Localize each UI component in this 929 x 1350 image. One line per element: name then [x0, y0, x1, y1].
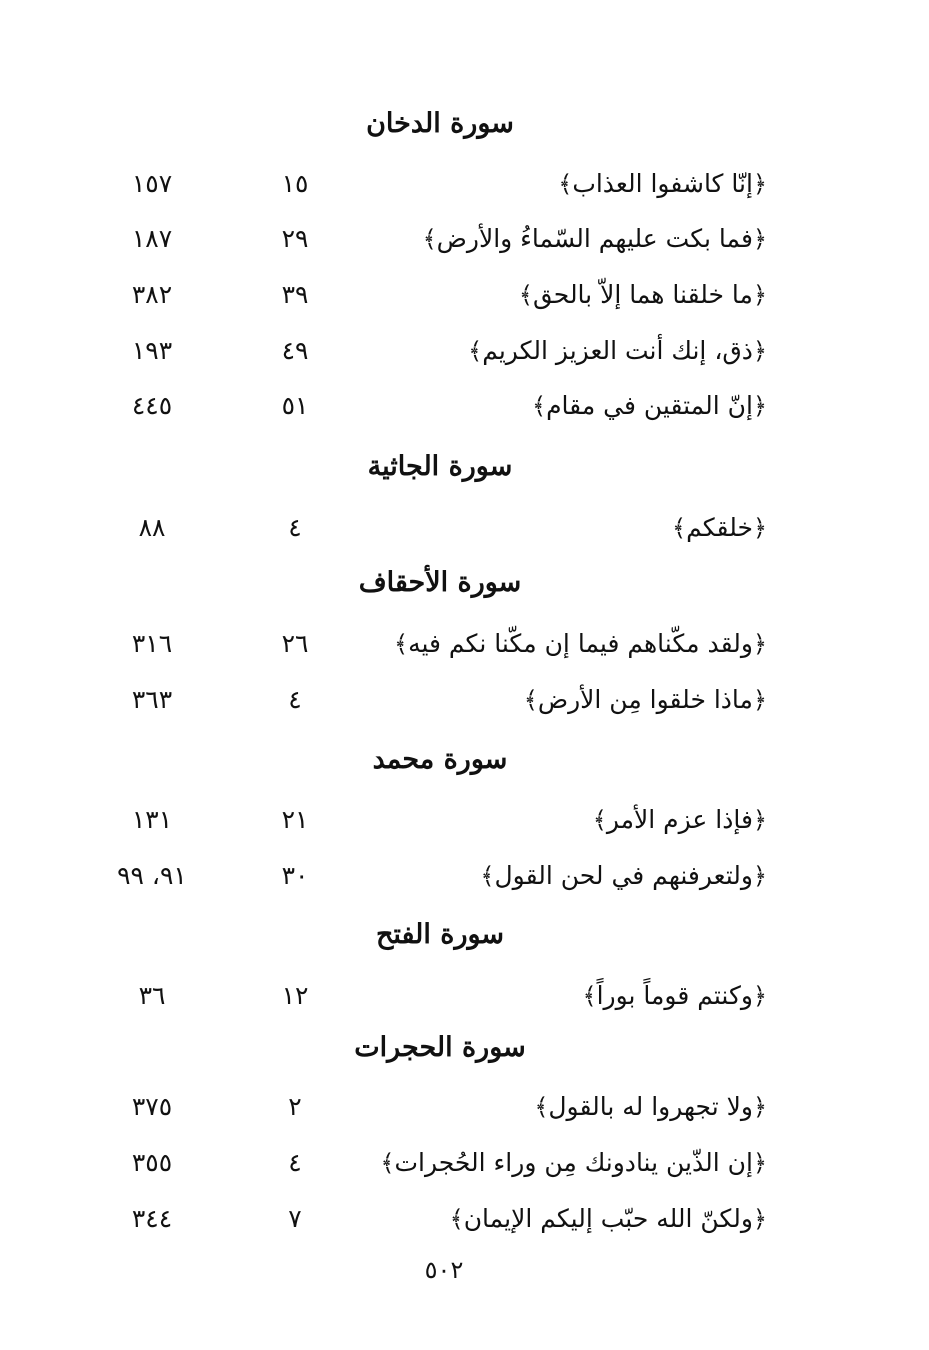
index-row [0, 1143, 929, 1183]
page-reference: ٣١٦ [131, 629, 173, 658]
page-reference: ١٩٣ [131, 336, 173, 365]
ayah-number: ٢٦ [281, 629, 309, 658]
index-row [0, 331, 929, 371]
surah-title-dukhan: سورة الدخان [366, 108, 514, 139]
ayah-number: ٤ [288, 685, 302, 714]
ayah-number: ٢٩ [281, 224, 309, 253]
index-row [0, 1199, 929, 1239]
surah-title-hujurat: سورة الحجرات [354, 1032, 526, 1063]
ayah-number: ٣٠ [281, 861, 309, 890]
ayah-number: ٤٩ [281, 336, 309, 365]
page-reference: ٣٦ [138, 981, 166, 1010]
index-row [0, 624, 929, 664]
surah-title-fath: سورة الفتح [375, 919, 505, 950]
ayah-number: ٢ [288, 1092, 302, 1121]
index-row [0, 219, 929, 259]
page-reference: ١٣١ [131, 805, 173, 834]
verse-text: ﴿وكنتم قوماً بوراً﴾ [582, 981, 767, 1010]
verse-text: ﴿فإذا عزم الأمر﴾ [592, 805, 767, 834]
verse-text: ﴿ما خلقنا هما إلاّ بالحق﴾ [518, 280, 767, 309]
verse-text: ﴿إن الذّين ينادونك مِن وراء الحُجرات﴾ [380, 1148, 767, 1177]
ayah-number: ٣٩ [281, 280, 309, 309]
verse-text: ﴿ذق، إنك أنت العزيز الكريم﴾ [468, 336, 767, 365]
page-reference: ٨٨ [138, 513, 166, 542]
page-reference: ١٨٧ [131, 224, 173, 253]
ayah-number: ٥١ [281, 391, 309, 420]
ayah-number: ١٢ [281, 981, 309, 1010]
verse-text: ﴿خلقكم﴾ [672, 513, 767, 542]
ayah-number: ١٥ [281, 169, 309, 198]
index-row [0, 976, 929, 1016]
page-reference: ١٥٧ [131, 169, 173, 198]
page-reference: ٣٦٣ [131, 685, 173, 714]
page-reference: ٣٤٤ [131, 1204, 173, 1233]
index-row [0, 800, 929, 840]
index-row [0, 164, 929, 204]
verse-text: ﴿ولكنّ الله حبّب إليكم الإيمان﴾ [449, 1204, 767, 1233]
page-reference: ٣٨٢ [131, 280, 173, 309]
page-reference: ٩١، ٩٩ [117, 861, 187, 890]
verse-text: ﴿إنّا كاشفوا العذاب﴾ [558, 169, 767, 198]
verse-text: ﴿فما بكت عليهم السّماءُ والأرض﴾ [422, 224, 767, 253]
surah-title-muhammad: سورة محمد [372, 744, 508, 775]
index-row [0, 856, 929, 896]
page-reference: ٣٧٥ [131, 1092, 173, 1121]
page-reference: ٣٥٥ [131, 1148, 173, 1177]
verse-text: ﴿ولقد مكّناهم فيما إن مكّنا نكم فيه﴾ [394, 629, 767, 658]
verse-text: ﴿إنّ المتقين في مقام﴾ [532, 391, 767, 420]
ayah-number: ٢١ [281, 805, 309, 834]
index-row [0, 386, 929, 426]
verse-text: ﴿ولا تجهروا له بالقول﴾ [534, 1092, 767, 1121]
index-row [0, 1087, 929, 1127]
index-row [0, 508, 929, 548]
page-number: ٥٠٢ [424, 1256, 464, 1284]
ayah-number: ٤ [288, 513, 302, 542]
page-reference: ٤٤٥ [131, 391, 173, 420]
surah-title-ahqaf: سورة الأحقاف [358, 567, 522, 598]
ayah-number: ٧ [288, 1204, 302, 1233]
surah-title-jathiya: سورة الجاثية [367, 451, 513, 482]
index-row [0, 680, 929, 720]
verse-text: ﴿ماذا خلقوا مِن الأرض﴾ [523, 685, 767, 714]
index-row [0, 275, 929, 315]
verse-text: ﴿ولتعرفنهم في لحن القول﴾ [480, 861, 767, 890]
ayah-number: ٤ [288, 1148, 302, 1177]
